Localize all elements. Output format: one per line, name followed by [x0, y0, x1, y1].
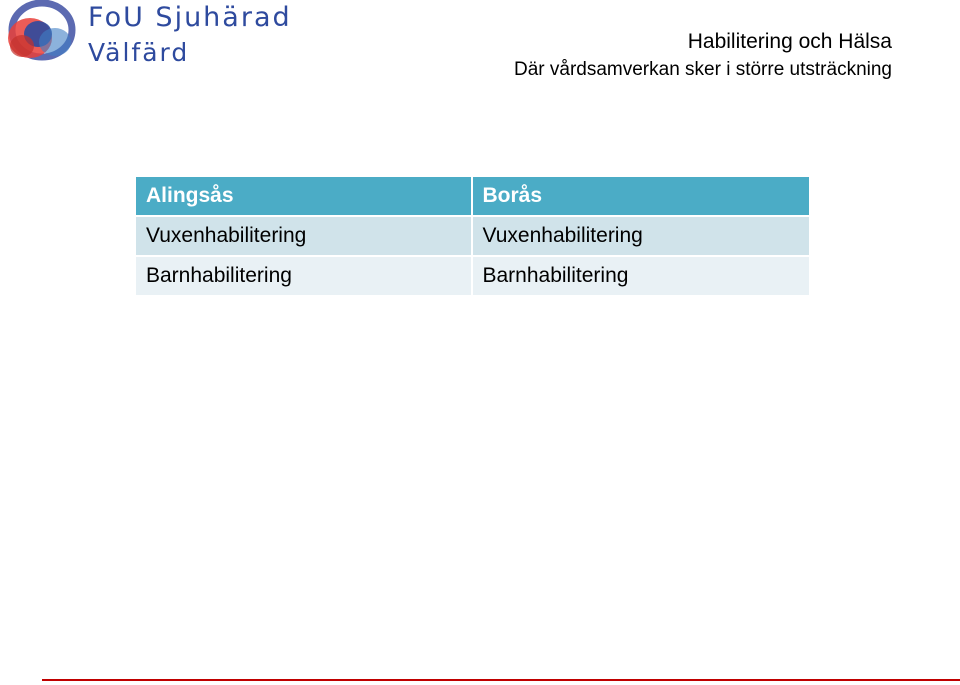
table-cell: Vuxenhabilitering — [136, 217, 473, 257]
table-cell: Barnhabilitering — [136, 257, 473, 297]
column-header-boras: Borås — [473, 177, 810, 217]
logo — [0, 0, 330, 80]
page-title: Habilitering och Hälsa — [687, 30, 892, 53]
page-subtitle: Där vårdsamverkan sker i större utsträckning — [513, 59, 892, 80]
table-row — [136, 257, 809, 297]
table-cell: Barnhabilitering — [473, 257, 810, 297]
logo-text-line2: Välfärd — [88, 38, 190, 67]
logo-text-line1: FoU Sjuhärad — [88, 2, 292, 33]
habilitation-table — [136, 177, 809, 297]
table-cell: Vuxenhabilitering — [473, 217, 810, 257]
column-header-alingsas: Alingsås — [136, 177, 473, 217]
footer-divider — [42, 679, 960, 681]
logo-swirl-icon — [0, 0, 80, 72]
table-row — [136, 217, 809, 257]
table-header-row — [136, 177, 809, 217]
